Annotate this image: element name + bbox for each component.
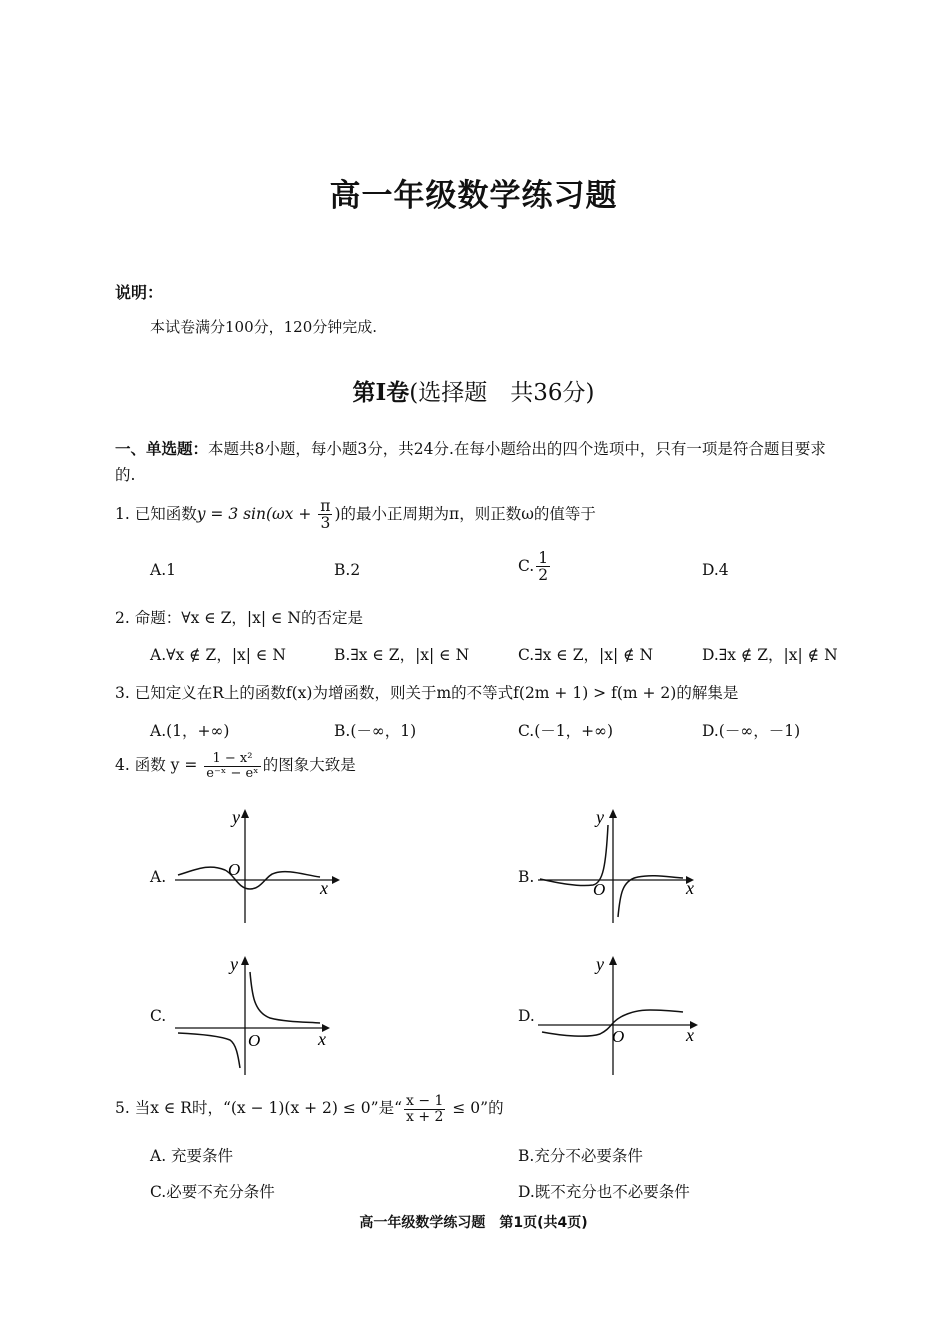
question-5 xyxy=(115,1094,504,1124)
part-heading xyxy=(0,374,947,407)
curve-left xyxy=(178,1033,240,1068)
q1-option-c[interactable] xyxy=(518,550,552,584)
y-arrow-icon xyxy=(241,956,249,965)
question-4 xyxy=(115,752,356,780)
q1-option-d[interactable]: D.4 xyxy=(702,561,729,579)
section-body: 本题共8小题，每小题3分，共24分.在每小题给出的四个选项中，只有一项是符合题目要求的. xyxy=(115,440,826,484)
q1-option-c-fraction xyxy=(536,550,550,584)
q1-option-c-den: 2 xyxy=(538,566,549,585)
graph-d[interactable] xyxy=(538,950,708,1080)
curve-left xyxy=(540,825,608,886)
x-arrow-icon xyxy=(332,876,340,884)
q4-option-d[interactable]: D. xyxy=(518,1007,535,1025)
curve-right xyxy=(250,972,320,1023)
q4-fraction xyxy=(204,752,260,780)
x-label: x xyxy=(686,1025,694,1045)
curve xyxy=(178,867,320,889)
x-label: x xyxy=(686,878,694,898)
y-arrow-icon xyxy=(609,809,617,818)
x-label: x xyxy=(318,1029,326,1049)
q1-suffix: 的最小正周期为π，则正数ω的值等于 xyxy=(340,504,596,523)
question-2: 2. 命题：∀x ∈ Z，|x| ∈ N的否定是 xyxy=(115,609,363,627)
y-label: y xyxy=(230,954,238,974)
q4-prefix: 4. 函数 y = xyxy=(115,756,203,775)
q1-prefix: 1. 已知函数 xyxy=(115,504,197,523)
q1-option-a[interactable]: A.1 xyxy=(150,561,176,579)
section-instructions xyxy=(115,436,835,488)
q3-option-a[interactable]: A.(1，+∞) xyxy=(150,722,230,740)
q5-frac-num: x − 1 xyxy=(406,1093,444,1109)
y-label: y xyxy=(232,807,240,827)
x-label: x xyxy=(320,878,328,898)
q3-option-b[interactable]: B.(－∞，1) xyxy=(334,722,417,740)
q5-option-c[interactable]: C.必要不充分条件 xyxy=(150,1183,275,1201)
question-3: 3. 已知定义在R上的函数f(x)为增函数，则关于m的不等式f(2m + 1) > f(m + 2)的解集是 xyxy=(115,684,739,702)
q2-option-c[interactable]: C.∃x ∈ Z，|x| ∉ N xyxy=(518,646,654,664)
graph-c[interactable] xyxy=(170,950,340,1080)
q3-option-d[interactable]: D.(－∞，－1) xyxy=(702,722,801,740)
q1-option-c-num: 1 xyxy=(538,549,549,567)
question-1 xyxy=(115,498,596,532)
note-body: 本试卷满分100分，120分钟完成. xyxy=(150,318,378,336)
note-heading: 说明： xyxy=(115,283,164,302)
section-heading: 一、单选题： xyxy=(115,440,209,458)
q1-frac-den: 3 xyxy=(320,514,331,533)
origin-label: O xyxy=(228,860,241,879)
q2-option-d[interactable]: D.∃x ∉ Z，|x| ∉ N xyxy=(702,646,838,664)
q1-frac-num: π xyxy=(320,497,331,515)
y-arrow-icon xyxy=(609,956,617,965)
page-footer: 高一年级数学练习题 第1页(共4页) xyxy=(359,1215,588,1231)
graph-a[interactable] xyxy=(170,805,340,930)
part-desc: (选择题 共36分) xyxy=(409,380,595,406)
q4-frac-den: e⁻ˣ − eˣ xyxy=(206,765,259,781)
page-title: 高一年级数学练习题 xyxy=(329,178,618,214)
q1-func-end: ) xyxy=(334,504,341,523)
q2-option-a[interactable]: A.∀x ∉ Z，|x| ∈ N xyxy=(150,646,286,664)
q5-fraction xyxy=(404,1094,445,1124)
part-name: 第Ⅰ卷 xyxy=(352,379,410,406)
q3-option-c[interactable]: C.(－1，+∞) xyxy=(518,722,614,740)
q5-frac-den: x + 2 xyxy=(406,1108,444,1125)
q4-frac-num: 1 − x² xyxy=(204,752,260,767)
origin-label: O xyxy=(248,1031,261,1050)
q4-option-a[interactable]: A. xyxy=(150,868,167,886)
q5-prefix: 5. 当x ∈ R时，“(x − 1)(x + 2) ≤ 0”是“ xyxy=(115,1099,403,1118)
q4-option-c[interactable]: C. xyxy=(150,1007,167,1025)
q5-option-a[interactable]: A. 充要条件 xyxy=(150,1147,234,1165)
y-label: y xyxy=(596,954,604,974)
curve-right xyxy=(618,876,683,917)
q4-option-b[interactable]: B. xyxy=(518,868,535,886)
q5-option-d[interactable]: D.既不充分也不必要条件 xyxy=(518,1183,690,1201)
y-label: y xyxy=(596,807,604,827)
graph-b[interactable] xyxy=(538,805,708,930)
origin-label: O xyxy=(612,1027,625,1046)
q1-func: y = 3 sin(ωx + xyxy=(196,504,317,523)
q2-option-b[interactable]: B.∃x ∈ Z，|x| ∈ N xyxy=(334,646,470,664)
y-arrow-icon xyxy=(241,809,249,818)
q1-option-b[interactable]: B.2 xyxy=(334,561,361,579)
q1-fraction xyxy=(318,498,332,532)
origin-label: O xyxy=(593,880,606,899)
q1-option-c-label: C. xyxy=(518,556,535,575)
q5-suffix: ≤ 0”的 xyxy=(447,1099,504,1118)
q4-suffix: 的图象大致是 xyxy=(262,756,356,775)
q5-option-b[interactable]: B.充分不必要条件 xyxy=(518,1147,643,1165)
